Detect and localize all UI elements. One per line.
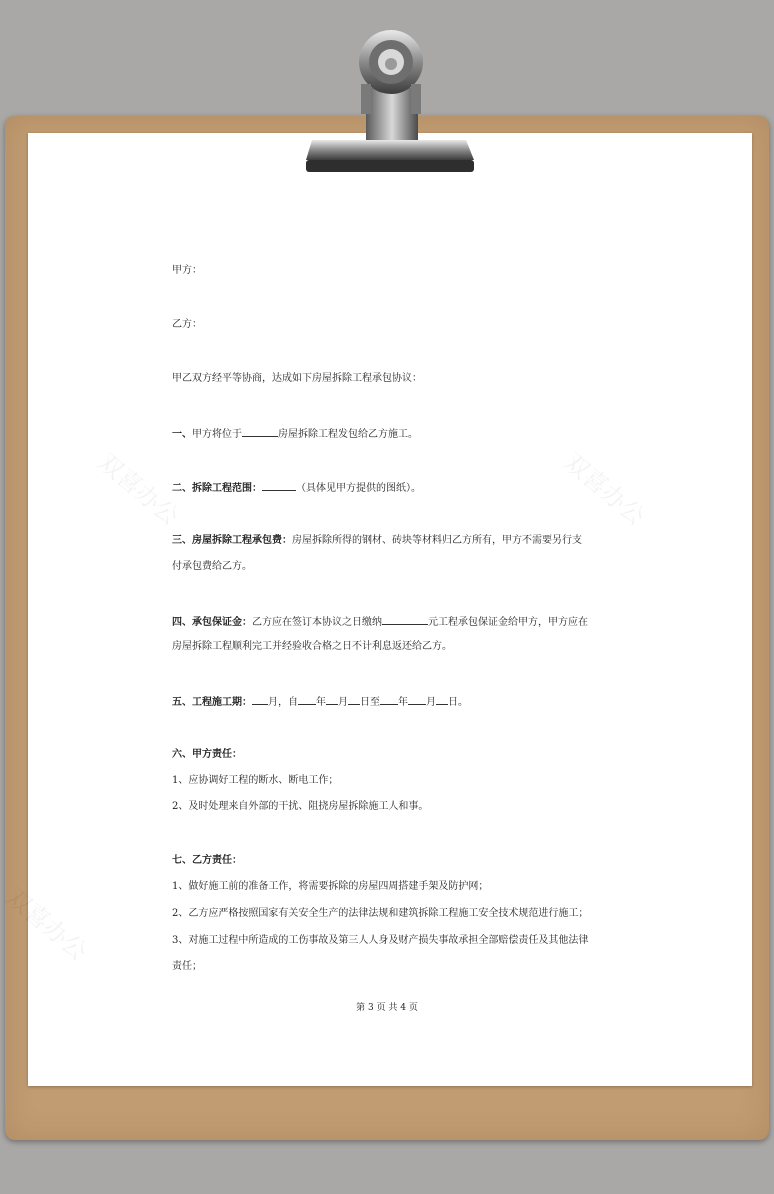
day-text: 日至 bbox=[360, 697, 380, 708]
section-2-heading: 二、拆除工程范围： bbox=[172, 483, 262, 494]
section-7-item-3-cont: 责任； bbox=[172, 961, 202, 972]
month-text: 月，自 bbox=[268, 697, 298, 708]
section-3 bbox=[172, 534, 582, 548]
blank-field bbox=[408, 694, 426, 705]
section-2-text: （具体见甲方提供的图纸）。 bbox=[296, 483, 421, 494]
watermark: 双喜办公 bbox=[0, 882, 93, 966]
section-4-heading: 四、承包保证金： bbox=[172, 617, 252, 628]
blank-field bbox=[380, 694, 398, 705]
blank-field bbox=[348, 694, 360, 705]
section-3-text: 房屋拆除所得的钢材、砖块等材料归乙方所有，甲方不需要另行支 bbox=[292, 535, 582, 546]
section-7-item-3: 3、对施工过程中所造成的工伤事故及第三人人身及财产损失事故承担全部赔偿责任及其他法律 bbox=[172, 935, 589, 946]
year-text: 年 bbox=[316, 697, 326, 708]
section-6-heading: 六、甲方责任： bbox=[172, 749, 242, 760]
month-text: 月 bbox=[338, 697, 348, 708]
section-7-item-2: 2、乙方应严格按照国家有关安全生产的法律法规和建筑拆除工程施工安全技术规范进行施工； bbox=[172, 908, 589, 919]
section-4 bbox=[172, 614, 588, 630]
blank-field bbox=[242, 426, 278, 437]
binder-clip-icon bbox=[0, 0, 774, 200]
section-1 bbox=[172, 426, 418, 442]
blank-field bbox=[262, 480, 296, 491]
section-6-item-2: 2、及时处理来自外部的干扰、阻挠房屋拆除施工人和事。 bbox=[172, 801, 429, 812]
section-4-cont: 房屋拆除工程顺利完工并经验收合格之日不计利息返还给乙方。 bbox=[172, 641, 452, 652]
party-a-label: 甲方： bbox=[172, 265, 202, 276]
section-4-text: 乙方应在签订本协议之日缴纳 bbox=[252, 617, 382, 628]
section-5 bbox=[172, 694, 468, 710]
blank-field bbox=[298, 694, 316, 705]
intro-paragraph: 甲乙双方经平等协商，达成如下房屋拆除工程承包协议： bbox=[172, 373, 422, 384]
day-text: 日。 bbox=[448, 697, 468, 708]
watermark: 双喜办公 bbox=[92, 447, 185, 531]
page-number-footer: 第 3 页 共 4 页 bbox=[356, 1003, 418, 1013]
party-b-label: 乙方： bbox=[172, 319, 202, 330]
section-4-text: 元工程承包保证金给甲方，甲方应在 bbox=[428, 617, 588, 628]
section-3-cont: 付承包费给乙方。 bbox=[172, 561, 252, 572]
section-6-item-1: 1、应协调好工程的断水、断电工作； bbox=[172, 775, 339, 786]
section-2 bbox=[172, 480, 421, 496]
blank-field bbox=[252, 694, 268, 705]
blank-field bbox=[326, 694, 338, 705]
blank-field bbox=[382, 614, 428, 625]
section-1-text: 甲方将位于 bbox=[192, 429, 242, 440]
section-1-heading: 一、 bbox=[172, 429, 192, 440]
year-text: 年 bbox=[398, 697, 408, 708]
blank-field bbox=[436, 694, 448, 705]
section-1-text: 房屋拆除工程发包给乙方施工。 bbox=[278, 429, 418, 440]
section-7-heading: 七、乙方责任： bbox=[172, 855, 242, 866]
section-5-heading: 五、工程施工期： bbox=[172, 697, 252, 708]
month-text: 月 bbox=[426, 697, 436, 708]
section-3-heading: 三、房屋拆除工程承包费： bbox=[172, 535, 292, 546]
section-7-item-1: 1、做好施工前的准备工作，将需要拆除的房屋四周搭建手架及防护网； bbox=[172, 881, 489, 892]
watermark: 双喜办公 bbox=[558, 447, 651, 531]
